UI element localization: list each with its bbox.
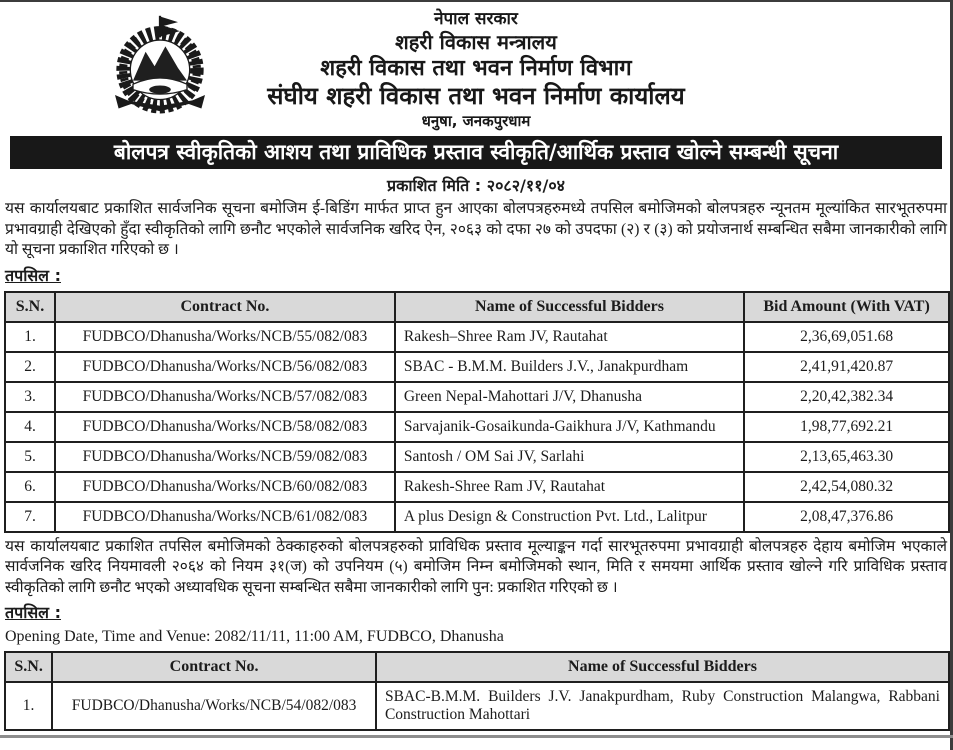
- column-header: Contract No.: [55, 292, 395, 322]
- table-row: [5, 472, 949, 502]
- table-header-row: [5, 292, 949, 322]
- table-row: [5, 322, 949, 352]
- bid-acceptance-table: [4, 291, 950, 533]
- notice-document: [0, 2, 953, 738]
- table-row: [5, 382, 949, 412]
- letterhead-text: [4, 8, 948, 131]
- government-name: नेपाल सरकार: [434, 9, 518, 29]
- table-cell: SBAC - B.M.M. Builders J.V., Janakpurdham: [395, 352, 744, 382]
- table-cell: 2,08,47,376.86: [744, 502, 949, 532]
- table-cell: 1.: [5, 682, 52, 730]
- column-header: Name of Successful Bidders: [376, 652, 949, 682]
- table-cell: 2,13,65,463.30: [744, 442, 949, 472]
- table-cell: Rakesh-Shree Ram JV, Rautahat: [395, 472, 744, 502]
- table-cell: 2.: [5, 352, 55, 382]
- column-header: S.N.: [5, 652, 52, 682]
- published-date: प्रकाशित मिति : २०८२/११/०४: [386, 176, 565, 195]
- table-cell: 1,98,77,692.21: [744, 412, 949, 442]
- table-cell: 5.: [5, 442, 55, 472]
- table-cell: FUDBCO/Dhanusha/Works/NCB/56/082/083: [55, 352, 395, 382]
- table-cell: 2,36,69,051.68: [744, 322, 949, 352]
- table-header-row: [5, 652, 949, 682]
- notice-title-banner: बोलपत्र स्वीकृतिको आशय तथा प्राविधिक प्रस्ताव स्वीकृति/आर्थिक प्रस्ताव खोल्ने सम्बन्धी सूचना: [10, 136, 942, 169]
- table-cell: A plus Design & Construction Pvt. Ltd., Lalitpur: [395, 502, 744, 532]
- table-row: [5, 412, 949, 442]
- tapsil-heading-1: तपसिल :: [5, 265, 61, 285]
- table-cell: FUDBCO/Dhanusha/Works/NCB/59/082/083: [55, 442, 395, 472]
- letterhead: [4, 6, 948, 132]
- table-cell: Sarvajanik-Gosaikunda-Gaikhura J/V, Kathmandu: [395, 412, 744, 442]
- notice-paragraph-1: यस कार्यालयबाट प्रकाशित सार्वजनिक सूचना बमोजिम ई-बिडिंग मार्फत प्राप्त हुन आएका बोलपत्रहरुमध्ये तपसिल बमोजिमको बोलपत्रहरु न्यूनतम मूल्यांकित सारभूतरुपमा प्रभावग्राही देखिएको हुँदा स्वीकृतिको लागि छनौट भएकोले सार्वजनिक खरिद ऐन, २०६३ को दफा २७ को उपदफा (२) र (३) को प्रयोजनार्थ सम्बन्धित सबैमा जानकारीको लागि यो सूचना प्रकाशित गरिएको छ ।: [5, 200, 947, 258]
- table-row: [5, 682, 949, 730]
- table-cell: FUDBCO/Dhanusha/Works/NCB/54/082/083: [52, 682, 376, 730]
- table-cell: FUDBCO/Dhanusha/Works/NCB/55/082/083: [55, 322, 395, 352]
- table-cell: FUDBCO/Dhanusha/Works/NCB/57/082/083: [55, 382, 395, 412]
- table-cell: 3.: [5, 382, 55, 412]
- department-name: शहरी विकास तथा भवन निर्माण विभाग: [320, 56, 632, 81]
- table-row: [5, 502, 949, 532]
- table-row: [5, 352, 949, 382]
- table-row: [5, 442, 949, 472]
- table-cell: 2,20,42,382.34: [744, 382, 949, 412]
- office-name: संघीय शहरी विकास तथा भवन निर्माण कार्यालय: [267, 82, 685, 110]
- opening-date-line: Opening Date, Time and Venue: 2082/11/11, 11:00 AM, FUDBCO, Dhanusha: [5, 628, 504, 645]
- column-header: Contract No.: [52, 652, 376, 682]
- table-cell: 2,42,54,080.32: [744, 472, 949, 502]
- table-cell: FUDBCO/Dhanusha/Works/NCB/58/082/083: [55, 412, 395, 442]
- table-cell: 1.: [5, 322, 55, 352]
- table-cell: FUDBCO/Dhanusha/Works/NCB/61/082/083: [55, 502, 395, 532]
- column-header: S.N.: [5, 292, 55, 322]
- table-cell: Santosh / OM Sai JV, Sarlahi: [395, 442, 744, 472]
- table-cell: SBAC-B.M.M. Builders J.V. Janakpurdham, Ruby Construction Malangwa, Rabbani Construction Mahottari: [376, 682, 949, 730]
- column-header: Name of Successful Bidders: [395, 292, 744, 322]
- table-cell: Rakesh–Shree Ram JV, Rautahat: [395, 322, 744, 352]
- column-header: Bid Amount (With VAT): [744, 292, 949, 322]
- table-cell: 6.: [5, 472, 55, 502]
- table-cell: Green Nepal-Mahottari J/V, Dhanusha: [395, 382, 744, 412]
- table-cell: 7.: [5, 502, 55, 532]
- ministry-name: शहरी विकास मन्त्रालय: [395, 30, 557, 54]
- table-cell: 4.: [5, 412, 55, 442]
- scan-edge-shadow: [0, 735, 953, 738]
- table-cell: FUDBCO/Dhanusha/Works/NCB/60/082/083: [55, 472, 395, 502]
- notice-paragraph-2: यस कार्यालयबाट प्रकाशित तपसिल बमोजिमको ठेक्काहरुको बोलपत्रहरुको प्राविधिक प्रस्ताव मूल्याङ्कन गर्दा सारभूतरुपमा प्रभावग्राही बोलपत्रहरु देहाय बमोजिम भएकाले सार्वजनिक खरिद नियमावली २०६४ को नियम ३१(ज) को उपनियम (५) बमोजिम निम्न बमोजिमको स्थान, मिति र समयमा आर्थिक प्रस्ताव खोल्ने गरि प्राविधिक प्रस्ताव स्वीकृतिको लागि छनौट भएको अध्यावधिक सूचना सम्बन्धित सबैमा जानकारीको लागि पुन: प्रकाशित गरिएको छ ।: [5, 537, 947, 596]
- tapsil-heading-2: तपसिल :: [5, 603, 61, 622]
- office-location: धनुषा, जनकपुरधाम: [421, 112, 531, 130]
- technical-proposal-table: [4, 651, 950, 731]
- table-cell: 2,41,91,420.87: [744, 352, 949, 382]
